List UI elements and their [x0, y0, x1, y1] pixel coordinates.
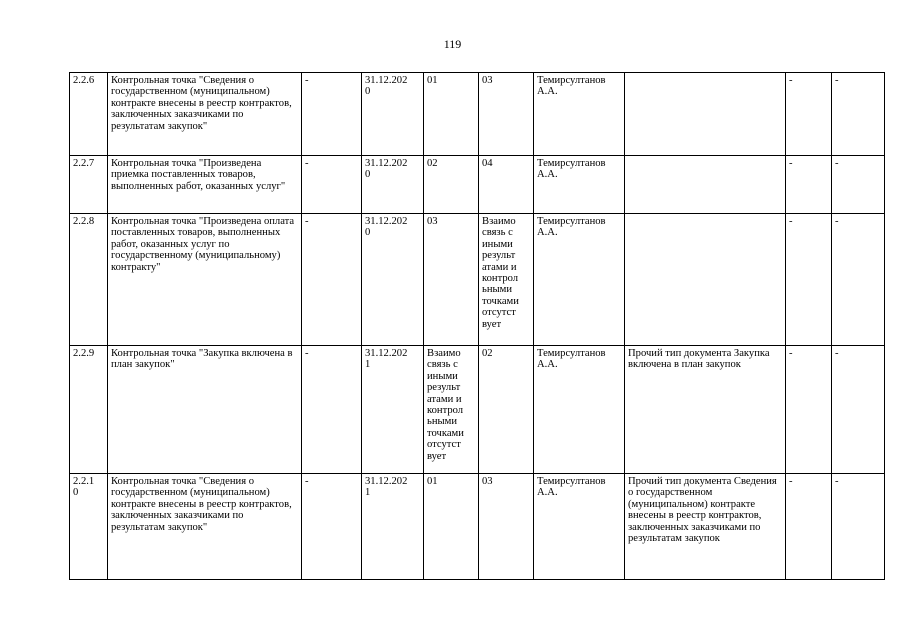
cell-value: -	[832, 214, 885, 346]
responsible-person: Темирсултанов А.А.	[534, 346, 625, 474]
cell-value: -	[832, 474, 885, 580]
document-type: Прочий тип документа Закупка включена в план закупок	[625, 346, 786, 474]
cell-value: -	[302, 73, 362, 156]
page-number: 119	[443, 37, 462, 51]
cell-value: -	[786, 474, 832, 580]
cell-value: -	[302, 474, 362, 580]
table-row	[70, 156, 885, 214]
deadline-date: 31.12.202 0	[362, 214, 424, 346]
cell-value: 01	[424, 73, 479, 156]
cell-value: 04	[479, 156, 534, 214]
control-point-name: Контрольная точка "Произведена оплата поставленных товаров, выполненных работ, оказанных услуг по государственному (муниципальному) контракту"	[108, 214, 302, 346]
cell-value: 03	[479, 474, 534, 580]
control-points-table	[69, 72, 885, 580]
responsible-person: Темирсултанов А.А.	[534, 73, 625, 156]
cell-value: 03	[479, 73, 534, 156]
deadline-date: 31.12.202 0	[362, 73, 424, 156]
document-type	[625, 214, 786, 346]
control-point-name: Контрольная точка "Произведена приемка поставленных товаров, выполненных работ, оказанных услуг"	[108, 156, 302, 214]
row-number: 2.2.7	[70, 156, 108, 214]
cell-value: -	[832, 346, 885, 474]
responsible-person: Темирсултанов А.А.	[534, 214, 625, 346]
cell-value: -	[302, 214, 362, 346]
cell-value: Взаимо связь с иными результ атами и контрол ьными точками отсутст вует	[424, 346, 479, 474]
control-point-name: Контрольная точка "Сведения о государственном (муниципальном) контракте внесены в реестр контрактов, заключенных заказчиками по результатам закупок"	[108, 474, 302, 580]
row-number: 2.2.1 0	[70, 474, 108, 580]
deadline-date: 31.12.202 1	[362, 474, 424, 580]
cell-value: -	[302, 156, 362, 214]
row-number: 2.2.8	[70, 214, 108, 346]
document-type	[625, 156, 786, 214]
table-row	[70, 474, 885, 580]
row-number: 2.2.9	[70, 346, 108, 474]
cell-value: -	[786, 346, 832, 474]
cell-value: 02	[479, 346, 534, 474]
row-number: 2.2.6	[70, 73, 108, 156]
deadline-date: 31.12.202 0	[362, 156, 424, 214]
document-type: Прочий тип документа Сведения о государственном (муниципальном) контракте внесены в реестр контрактов, заключенных заказчиками по результатам закупок	[625, 474, 786, 580]
table-row	[70, 346, 885, 474]
cell-value: 03	[424, 214, 479, 346]
deadline-date: 31.12.202 1	[362, 346, 424, 474]
table-row	[70, 214, 885, 346]
cell-value: 02	[424, 156, 479, 214]
cell-value: -	[786, 73, 832, 156]
cell-value: -	[832, 156, 885, 214]
control-point-name: Контрольная точка "Закупка включена в план закупок"	[108, 346, 302, 474]
cell-value: Взаимо связь с иными результ атами и контрол ьными точками отсутст вует	[479, 214, 534, 346]
cell-value: 01	[424, 474, 479, 580]
responsible-person: Темирсултанов А.А.	[534, 156, 625, 214]
document-type	[625, 73, 786, 156]
control-point-name: Контрольная точка "Сведения о государственном (муниципальном) контракте внесены в реестр контрактов, заключенных заказчиками по результатам закупок"	[108, 73, 302, 156]
cell-value: -	[832, 73, 885, 156]
cell-value: -	[302, 346, 362, 474]
responsible-person: Темирсултанов А.А.	[534, 474, 625, 580]
cell-value: -	[786, 214, 832, 346]
table-row	[70, 73, 885, 156]
cell-value: -	[786, 156, 832, 214]
